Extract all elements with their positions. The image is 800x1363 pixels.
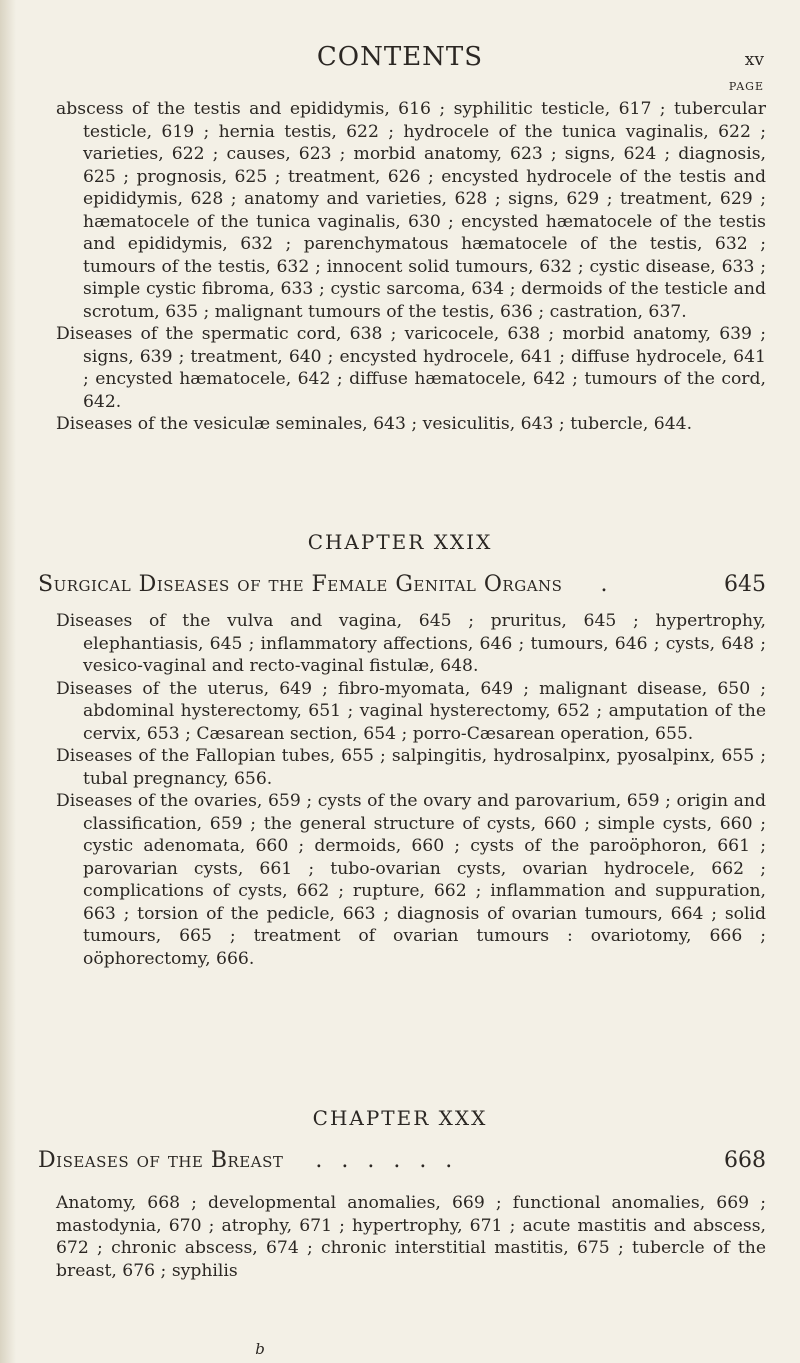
leader-dots: . . . . . . (315, 1148, 459, 1173)
contents-entry: Anatomy, 668 ; developmental anomalies, 669 ; functional anomalies, 669 ; mastodynia, 670 ; atrophy, 671 ; hypertrophy, 671 ; acute mastitis and abscess, 672 ; chronic abscess, 674 ; chronic interstitial mastitis, 675 ; tubercle of the breast, 676 ; syphilis (56, 1193, 766, 1281)
chapter-title: Diseases of the Breast (38, 1148, 284, 1173)
chapter-page: 668 (724, 1148, 766, 1173)
page-header (0, 42, 800, 82)
page-column-label: PAGE (728, 80, 764, 93)
contents-entry: abscess of the testis and epididymis, 616 ; syphilitic testicle, 617 ; tubercular testicle, 619 ; hernia testis, 622 ; hydrocele of the tunica vaginalis, 622 ; varieties, 622 ; causes, 623 ; morbid anatomy, 623 ; signs, 624 ; diagnosis, 625 ; prognosis, 625 ; treatment, 626 ; encysted hydrocele of the testis and epididymis, 628 ; anatomy and varieties, 628 ; signs, 629 ; treatment, 629 ; hæmatocele of the tunica vaginalis, 630 ; encysted hæmatocele of the testis and epididymis, 632 ; parenchymatous hæmatocele of the testis, 632 ; tumours of the testis, 632 ; innocent solid tumours, 632 ; cystic disease, 633 ; simple cystic fibroma, 633 ; cystic sarcoma, 634 ; dermoids of the testicle and scrotum, 635 ; malignant tumours of the testis, 636 ; castration, 637. (56, 99, 766, 322)
page-number: xv (744, 50, 764, 70)
chapter-entries (56, 610, 766, 970)
contents-entry: Diseases of the spermatic cord, 638 ; varicocele, 638 ; morbid anatomy, 639 ; signs, 639 ; treatment, 640 ; encysted hydrocele, 641 ; diffuse hydrocele, 641 ; encysted hæmatocele, 642 ; diffuse hæmatocele, 642 ; tumours of the cord, 642. (56, 324, 766, 412)
chapter-title-row (38, 1148, 766, 1173)
contents-entry: Diseases of the uterus, 649 ; fibro-myomata, 649 ; malignant disease, 650 ; abdominal hysterectomy, 651 ; vaginal hysterectomy, 652 ; amputation of the cervix, 653 ; Cæsarean section, 654 ; porro-Cæsarean operation, 655. (56, 678, 766, 744)
running-title: CONTENTS (316, 42, 484, 72)
contents-entry: Diseases of the vulva and vagina, 645 ; pruritus, 645 ; hypertrophy, elephantiasis, 645 ; inflammatory affections, 646 ; tumours, 646 ; cysts, 648 ; vesico-vaginal and recto-vaginal fistulæ, 648. (56, 611, 766, 676)
contents-entry: Diseases of the ovaries, 659 ; cysts of the ovary and parovarium, 659 ; origin and classification, 659 ; the general structure of cysts, 660 ; simple cysts, 660 ; cystic adenomata, 660 ; dermoids, 660 ; cysts of the paroöphoron, 661 ; parovarian cysts, 661 ; tubo-ovarian cysts, ovarian hydrocele, 662 ; complications of cysts, 662 ; rupture, 662 ; inflammation and suppuration, 663 ; torsion of the pedicle, 663 ; diagnosis of ovarian tumours, 664 ; solid tumours, 665 ; treatment of ovarian tumours : ovariotomy, 666 ; oöphorectomy, 666. (56, 791, 766, 969)
chapter-heading: CHAPTER XXX (312, 1106, 488, 1130)
intro-entries (56, 98, 766, 436)
page-left-edge (0, 0, 16, 1363)
chapter-title-row (38, 572, 766, 597)
chapter-page: 645 (724, 572, 766, 597)
chapter-heading: CHAPTER XXIX (307, 530, 493, 554)
contents-entry: Diseases of the Fallopian tubes, 655 ; salpingitis, hydrosalpinx, pyosalpinx, 655 ; tubal pregnancy, 656. (56, 746, 766, 789)
chapter-entries (56, 1192, 766, 1282)
leader-dots: . (600, 572, 614, 597)
chapter-title: Surgical Diseases of the Female Genital Organs (38, 572, 563, 597)
contents-entry: Diseases of the vesiculæ seminales, 643 ; vesiculitis, 643 ; tubercle, 644. (56, 414, 693, 434)
signature-mark: b (255, 1340, 265, 1358)
